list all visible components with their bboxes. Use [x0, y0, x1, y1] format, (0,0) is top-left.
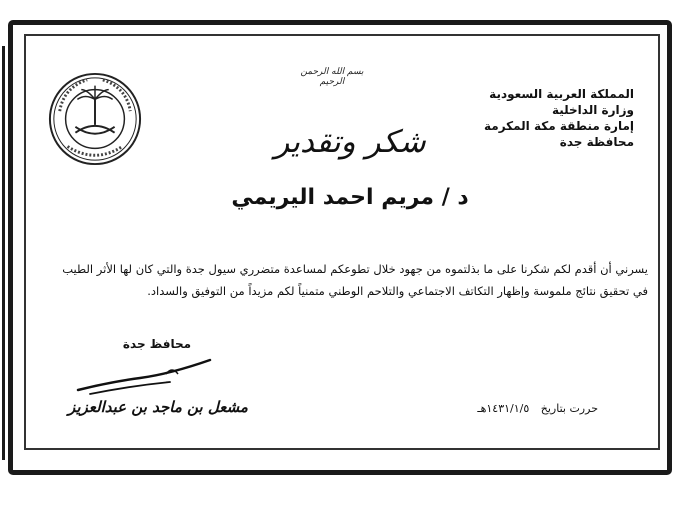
frame-edge	[2, 46, 15, 460]
handwritten-signature	[70, 352, 220, 398]
signatory-name: مشعل بن ماجد بن عبدالعزيز	[68, 398, 248, 416]
date-label: حررت بتاريخ	[540, 402, 598, 415]
body-line-2: في تحقيق نتائج ملموسة وإظهار التكاتف الاجتماعي والتلاحم الوطني متمنياً لكم مزيداً من التوفيق والسداد.	[147, 284, 648, 298]
recipient-name: د / مريم احمد اليريمي	[231, 185, 469, 210]
emirate-seal-icon	[46, 70, 144, 168]
signatory-title: محافظ جدة	[122, 337, 192, 351]
kingdom-name: المملكة العربية السعودية	[489, 87, 634, 101]
body-line-1: يسرني أن أقدم لكم شكرنا على ما بذلتموه من جهود خلال تطوعكم لمساعدة متضرري سيول جدة والتي كان لها الأثر الطيب	[62, 262, 648, 276]
basmala: بسم الله الرحمن الرحيم	[300, 67, 364, 87]
ministry-name: وزارة الداخلية	[551, 103, 634, 117]
certificate-title: شكر وتقدير	[274, 124, 426, 160]
emirate-name: إمارة منطقة مكة المكرمة	[483, 119, 634, 133]
issue-date	[418, 402, 598, 415]
date-value: ١٤٣١/١/٥هـ	[477, 402, 530, 415]
certificate-body	[40, 258, 648, 302]
governorate-name: محافظة جدة	[559, 135, 634, 149]
